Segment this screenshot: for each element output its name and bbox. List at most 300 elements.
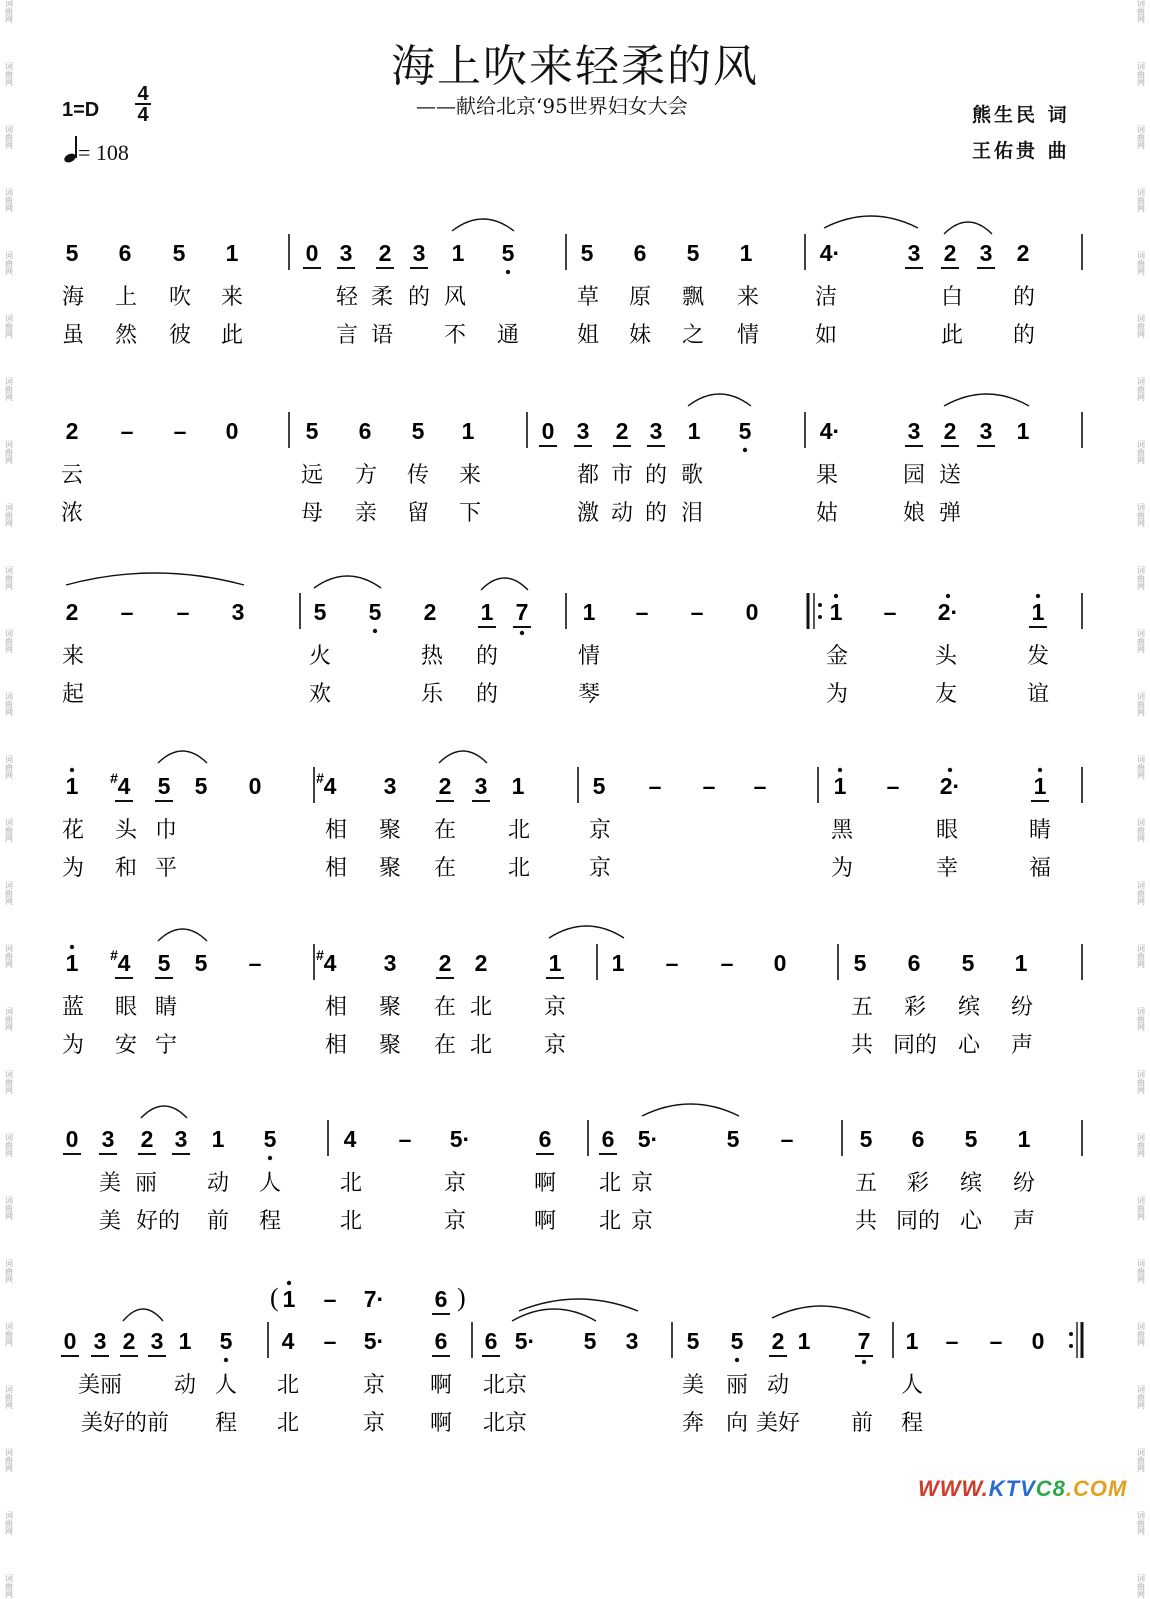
lyric-verse-2: 为 [830, 856, 854, 881]
lyric-verse-1: 花 [61, 818, 85, 843]
note: 5 [964, 1126, 978, 1152]
time-signature-bottom: 4 [137, 104, 149, 126]
note: 1 [1033, 773, 1047, 799]
repeat-dot [1069, 1344, 1073, 1348]
lyric-verse-2: 幸 [935, 856, 959, 881]
watermark-text: 词 曲 网 [5, 881, 13, 906]
slur [66, 573, 244, 585]
lyric-verse-1: 北京 [482, 1373, 528, 1398]
note: 1 [687, 418, 701, 444]
note: 6 [907, 950, 921, 976]
lyric-verse-1: 来 [736, 285, 760, 310]
lyric-verse-1: 原 [628, 285, 652, 310]
watermark-text: 词 曲 网 [1137, 251, 1145, 276]
watermark-text: 词 曲 网 [1137, 881, 1145, 906]
note: 3 [907, 240, 921, 266]
note: 1 [1031, 599, 1045, 625]
slur [439, 751, 487, 763]
note: 3 [339, 240, 353, 266]
note: 4 [323, 950, 337, 976]
note: 7 [857, 1328, 871, 1354]
note: 4 [323, 773, 337, 799]
lyric-verse-1: 头 [114, 818, 138, 843]
lyric-verse-2: 共 [854, 1209, 878, 1234]
watermark-text: 词 曲 网 [1137, 1322, 1145, 1347]
note: 7 [515, 599, 529, 625]
watermark-text: 词 曲 网 [1137, 62, 1145, 87]
low-octave-dot [506, 270, 510, 274]
lyric-verse-1: 都 [576, 463, 600, 488]
note: – [635, 599, 649, 625]
lyric-verse-2: 前 [206, 1209, 230, 1234]
note: 5 [263, 1126, 277, 1152]
note: 5 [686, 1328, 700, 1354]
lyric-verse-1: 歌 [680, 463, 704, 488]
note: 1 [1014, 950, 1028, 976]
watermark-text: 词 曲 网 [1137, 1133, 1145, 1158]
lyric-verse-2: 的 [644, 501, 668, 526]
watermark-text: 词 曲 网 [5, 440, 13, 465]
note: 5 [411, 418, 425, 444]
note: 5 [368, 599, 382, 625]
lyric-verse-2: 啊 [429, 1411, 453, 1436]
lyric-verse-1: 白 [940, 285, 964, 310]
note: 3 [383, 950, 397, 976]
watermark-text: 词 曲 网 [5, 1511, 13, 1536]
lyric-verse-2: 娘 [902, 501, 926, 526]
watermark-text: 词 曲 网 [1137, 1259, 1145, 1284]
lyric-verse-1: 啊 [533, 1171, 557, 1196]
alt-note: 6 [434, 1286, 448, 1312]
watermark-text: 词 曲 网 [5, 314, 13, 339]
lyric-verse-1: 美丽 [77, 1373, 123, 1398]
lyric-verse-1: 送 [938, 463, 962, 488]
watermark-text: 词 曲 网 [1137, 1007, 1145, 1032]
lyric-verse-2: 北 [469, 1033, 493, 1058]
note: 1 [829, 599, 843, 625]
lyric-verse-2: 宁 [154, 1033, 178, 1058]
lyric-verse-2: 姐 [576, 323, 600, 348]
note: – [398, 1126, 412, 1152]
high-octave-dot [1036, 594, 1040, 598]
lyric-verse-1: 洁 [814, 285, 838, 310]
lyric-verse-1: 京 [588, 818, 612, 843]
lyric-verse-2: 起 [61, 682, 85, 707]
website-watermark [918, 1476, 1127, 1502]
lyric-verse-1: 眼 [114, 995, 138, 1020]
watermark-text: 词 曲 网 [5, 1259, 13, 1284]
slur [452, 219, 514, 231]
high-octave-dot [948, 768, 952, 772]
lyric-verse-2: 的 [1012, 323, 1036, 348]
slur [944, 222, 992, 234]
lyric-verse-1: 北 [469, 995, 493, 1020]
lyric-verse-1: 云 [60, 463, 84, 488]
note: 2 [65, 599, 79, 625]
slur [824, 216, 918, 228]
lyric-verse-2: 通 [496, 323, 520, 348]
lyric-verse-2: 谊 [1026, 682, 1050, 707]
lyric-verse-1: 来 [458, 463, 482, 488]
note: 4 [281, 1328, 295, 1354]
note: 0 [305, 240, 319, 266]
watermark-text: 词 曲 网 [5, 1133, 13, 1158]
lyric-verse-1: 飘 [681, 285, 705, 310]
note: 2 [943, 418, 957, 444]
lyric-verse-2: 同的 [895, 1209, 941, 1234]
watermark-text: 词 曲 网 [5, 1574, 13, 1599]
lyric-verse-1: 火 [308, 644, 332, 669]
lyric-verse-2: 弹 [938, 501, 962, 526]
note: 5 [583, 1328, 597, 1354]
note: 1 [1017, 1126, 1031, 1152]
lyric-verse-2: 和 [114, 856, 138, 881]
note: 1 [451, 240, 465, 266]
lyric-verse-1: 的 [475, 644, 499, 669]
lyric-verse-2: 此 [940, 323, 964, 348]
note: 2· [937, 599, 959, 625]
lyric-verse-1: 美 [98, 1171, 122, 1196]
note: 3 [649, 418, 663, 444]
lyric-verse-2: 亲 [354, 501, 378, 526]
note: 1 [582, 599, 596, 625]
note: 5· [637, 1126, 659, 1152]
lyric-verse-2: 欢 [308, 682, 332, 707]
note: 1 [833, 773, 847, 799]
lyric-verse-2: 福 [1028, 856, 1052, 881]
lyric-verse-1: 丽 [134, 1171, 158, 1196]
lyric-verse-1: 来 [61, 644, 85, 669]
lyric-verse-2: 北 [507, 856, 531, 881]
note: 1 [611, 950, 625, 976]
low-octave-dot [520, 631, 524, 635]
sharp-icon: # [110, 947, 118, 963]
note: 2 [438, 950, 452, 976]
watermark-text: 词 曲 网 [1137, 314, 1145, 339]
note: 5· [514, 1328, 536, 1354]
lyric-verse-1: 风 [443, 285, 467, 310]
lyric-verse-2: 程 [900, 1411, 924, 1436]
watermark-text: 词 曲 网 [5, 566, 13, 591]
lyric-verse-2: 北 [598, 1209, 622, 1234]
note: 2 [438, 773, 452, 799]
lyric-verse-2: 情 [736, 323, 760, 348]
note: 4 [343, 1126, 357, 1152]
lyric-verse-1: 人 [258, 1171, 282, 1196]
watermark-text: 词 曲 网 [1137, 0, 1145, 24]
lyric-verse-2: 前 [850, 1411, 874, 1436]
lyric-verse-1: 上 [114, 285, 138, 310]
note: 5 [313, 599, 327, 625]
lyric-verse-1: 北 [507, 818, 531, 843]
note: 2 [140, 1126, 154, 1152]
lyric-verse-2: 动 [610, 501, 634, 526]
slur [688, 394, 751, 406]
note: – [323, 1328, 337, 1354]
time-signature-top: 4 [137, 83, 149, 105]
note: 2 [378, 240, 392, 266]
lyric-verse-2: 平 [154, 856, 178, 881]
note: 5 [738, 418, 752, 444]
note: – [176, 599, 190, 625]
watermark-text: 词 曲 网 [1137, 377, 1145, 402]
lyric-verse-1: 吹 [168, 285, 192, 310]
note: 5 [580, 240, 594, 266]
slur [123, 1309, 163, 1321]
note: 4 [117, 950, 131, 976]
repeat-dot [1069, 1332, 1073, 1336]
note: 3 [231, 599, 245, 625]
high-octave-dot [287, 1281, 291, 1285]
lyric-verse-2: 不 [443, 323, 467, 348]
slur [944, 394, 1029, 406]
low-octave-dot [862, 1360, 866, 1364]
high-octave-dot [834, 594, 838, 598]
watermark-text: 词 曲 网 [1137, 692, 1145, 717]
lyric-verse-1: 动 [766, 1373, 790, 1398]
watermark-text: 词 曲 网 [5, 503, 13, 528]
note: – [173, 418, 187, 444]
lyric-verse-2: 程 [214, 1411, 238, 1436]
slur [158, 751, 207, 763]
alt-note: – [323, 1286, 337, 1312]
note: – [248, 950, 262, 976]
note: 6 [434, 1328, 448, 1354]
watermark-text: 词 曲 网 [5, 629, 13, 654]
low-octave-dot [735, 1358, 739, 1362]
slur [642, 1104, 739, 1116]
note: – [690, 599, 704, 625]
lyric-verse-2: 彼 [168, 323, 192, 348]
lyric-verse-2: 美好 [755, 1411, 801, 1436]
lyric-verse-2: 京 [543, 1033, 567, 1058]
note: 3 [576, 418, 590, 444]
note: – [886, 773, 900, 799]
composer-credit: 王佑贵 曲 [972, 140, 1070, 162]
website-part-4: .COM [1065, 1476, 1128, 1501]
lyric-verse-2: 北 [339, 1209, 363, 1234]
note: 4· [819, 240, 841, 266]
note: 5 [501, 240, 515, 266]
note: 1 [797, 1328, 811, 1354]
note: 2 [943, 240, 957, 266]
lyric-verse-1: 海 [61, 285, 85, 310]
lyric-verse-1: 人 [900, 1373, 924, 1398]
note: 5· [449, 1126, 471, 1152]
note: 2 [474, 950, 488, 976]
lyric-verse-1: 黑 [830, 818, 854, 843]
watermark-text: 词 曲 网 [5, 125, 13, 150]
lyric-verse-2: 琴 [577, 682, 601, 707]
note: 6 [358, 418, 372, 444]
lyric-verse-1: 巾 [154, 818, 178, 843]
note: 5· [363, 1328, 385, 1354]
repeat-dot [818, 603, 822, 607]
note: 5 [305, 418, 319, 444]
lyric-verse-2: 之 [681, 323, 705, 348]
note: 0 [1031, 1328, 1045, 1354]
lyric-verse-1: 传 [406, 463, 430, 488]
lyric-verse-1: 京 [543, 995, 567, 1020]
watermark-text: 词 曲 网 [5, 1322, 13, 1347]
lyric-verse-2: 此 [220, 323, 244, 348]
note: 5 [194, 950, 208, 976]
note: 2 [615, 418, 629, 444]
lyric-verse-1: 蓝 [61, 995, 85, 1020]
lyric-verse-2: 声 [1010, 1033, 1034, 1058]
watermark-text: 词 曲 网 [5, 377, 13, 402]
note: – [883, 599, 897, 625]
lyric-verse-2: 泪 [680, 501, 704, 526]
note: 5 [961, 950, 975, 976]
watermark-text: 词 曲 网 [1137, 818, 1145, 843]
note: 3 [412, 240, 426, 266]
lyric-verse-1: 北 [276, 1373, 300, 1398]
note: 5 [730, 1328, 744, 1354]
lyric-verse-2: 相 [324, 856, 348, 881]
alt-note: 7· [363, 1286, 385, 1312]
note: 1 [211, 1126, 225, 1152]
note: 5 [157, 950, 171, 976]
lyric-verse-2: 相 [324, 1033, 348, 1058]
lyric-verse-2: 心 [959, 1209, 983, 1234]
watermark-text: 词 曲 网 [1137, 440, 1145, 465]
lyric-verse-2: 下 [458, 501, 482, 526]
lyric-verse-2: 聚 [378, 856, 402, 881]
watermark-text: 词 曲 网 [1137, 1070, 1145, 1095]
low-octave-dot [373, 629, 377, 633]
lyric-verse-1: 相 [324, 995, 348, 1020]
note: 5 [853, 950, 867, 976]
key-signature: 1=D [62, 99, 100, 121]
note: 5 [686, 240, 700, 266]
lyric-verse-1: 丽 [725, 1373, 749, 1398]
note: 6 [911, 1126, 925, 1152]
lyric-verse-1: 草 [576, 285, 600, 310]
lyric-verse-2: 北京 [482, 1411, 528, 1436]
watermark-text: 词 曲 网 [5, 755, 13, 780]
note: 5 [219, 1328, 233, 1354]
lyric-verse-1: 五 [854, 1171, 878, 1196]
watermark-text: 词 曲 网 [1137, 125, 1145, 150]
lyric-verse-1: 热 [420, 644, 444, 669]
note: 6 [601, 1126, 615, 1152]
lyric-verse-2: 程 [258, 1209, 282, 1234]
tempo-value: = 108 [78, 140, 129, 165]
note: 4· [819, 418, 841, 444]
watermark-text: 词 曲 网 [1137, 503, 1145, 528]
lyric-verse-1: 眼 [935, 818, 959, 843]
note: – [648, 773, 662, 799]
lyric-verse-1: 相 [324, 818, 348, 843]
high-octave-dot [70, 945, 74, 949]
note: 1 [225, 240, 239, 266]
song-title: 海上吹来轻柔的风 [391, 41, 759, 92]
lyric-verse-2: 在 [433, 1033, 457, 1058]
lyric-verse-2: 啊 [533, 1209, 557, 1234]
lyric-verse-2: 妹 [628, 323, 652, 348]
note: 0 [225, 418, 239, 444]
watermark-text: 词 曲 网 [5, 818, 13, 843]
lyric-verse-1: 果 [815, 463, 839, 488]
watermark-text: 词 曲 网 [5, 62, 13, 87]
note: 4 [117, 773, 131, 799]
lyric-verse-1: 金 [825, 644, 849, 669]
lyric-verse-2: 为 [61, 856, 85, 881]
slur [158, 929, 207, 941]
watermark-text: 词 曲 网 [5, 1385, 13, 1410]
lyric-verse-1: 的 [1012, 285, 1036, 310]
website-part-1: WWW. [918, 1476, 989, 1501]
note: 2 [122, 1328, 136, 1354]
lyric-verse-1: 园 [902, 463, 926, 488]
lyric-verse-2: 言 [335, 323, 359, 348]
note: 0 [745, 599, 759, 625]
watermark-text: 词 曲 网 [5, 944, 13, 969]
paren-close: ) [457, 1283, 466, 1312]
watermark-text: 词 曲 网 [5, 1007, 13, 1032]
note: 5 [726, 1126, 740, 1152]
high-octave-dot [70, 768, 74, 772]
note: 1 [461, 418, 475, 444]
note: 1 [178, 1328, 192, 1354]
lyric-verse-1: 啊 [429, 1373, 453, 1398]
note: 3 [625, 1328, 639, 1354]
website-part-2: KTV [988, 1476, 1036, 1501]
note: 1 [548, 950, 562, 976]
lyric-verse-2: 京 [630, 1209, 654, 1234]
lyric-verse-2: 姑 [815, 501, 839, 526]
lyric-verse-1: 来 [220, 285, 244, 310]
note: 2· [939, 773, 961, 799]
watermark-text: 词 曲 网 [5, 1196, 13, 1221]
note: 0 [65, 1126, 79, 1152]
note: 5 [859, 1126, 873, 1152]
watermark-text: 词 曲 网 [5, 1070, 13, 1095]
lyric-verse-1: 的 [644, 463, 668, 488]
note: – [720, 950, 734, 976]
note: – [702, 773, 716, 799]
lyric-verse-1: 缤 [959, 1171, 983, 1196]
website-part-3: C8 [1035, 1476, 1066, 1501]
lyric-verse-2: 好的 [135, 1209, 181, 1234]
lyric-verse-2: 乐 [420, 682, 444, 707]
lyric-verse-2: 京 [443, 1209, 467, 1234]
lyric-verse-1: 缤 [957, 995, 981, 1020]
lyric-verse-2: 向 [725, 1411, 749, 1436]
note: 3 [979, 418, 993, 444]
paren-open: ( [270, 1283, 279, 1312]
note: 5 [592, 773, 606, 799]
watermark-text: 词 曲 网 [5, 692, 13, 717]
lyric-verse-1: 北 [339, 1171, 363, 1196]
note: – [780, 1126, 794, 1152]
watermark-text: 词 曲 网 [1137, 1385, 1145, 1410]
watermark-text: 词 曲 网 [1137, 629, 1145, 654]
high-octave-dot [1038, 768, 1042, 772]
note: 2 [65, 418, 79, 444]
lyric-verse-2: 为 [825, 682, 849, 707]
lyric-verse-1: 柔 [370, 285, 394, 310]
lyric-verse-2: 的 [475, 682, 499, 707]
watermark-text: 词 曲 网 [1137, 1511, 1145, 1536]
lyric-verse-2: 为 [61, 1033, 85, 1058]
note: – [120, 418, 134, 444]
lyric-verse-2: 友 [934, 682, 958, 707]
note: 3 [979, 240, 993, 266]
note: 3 [101, 1126, 115, 1152]
note: 6 [633, 240, 647, 266]
